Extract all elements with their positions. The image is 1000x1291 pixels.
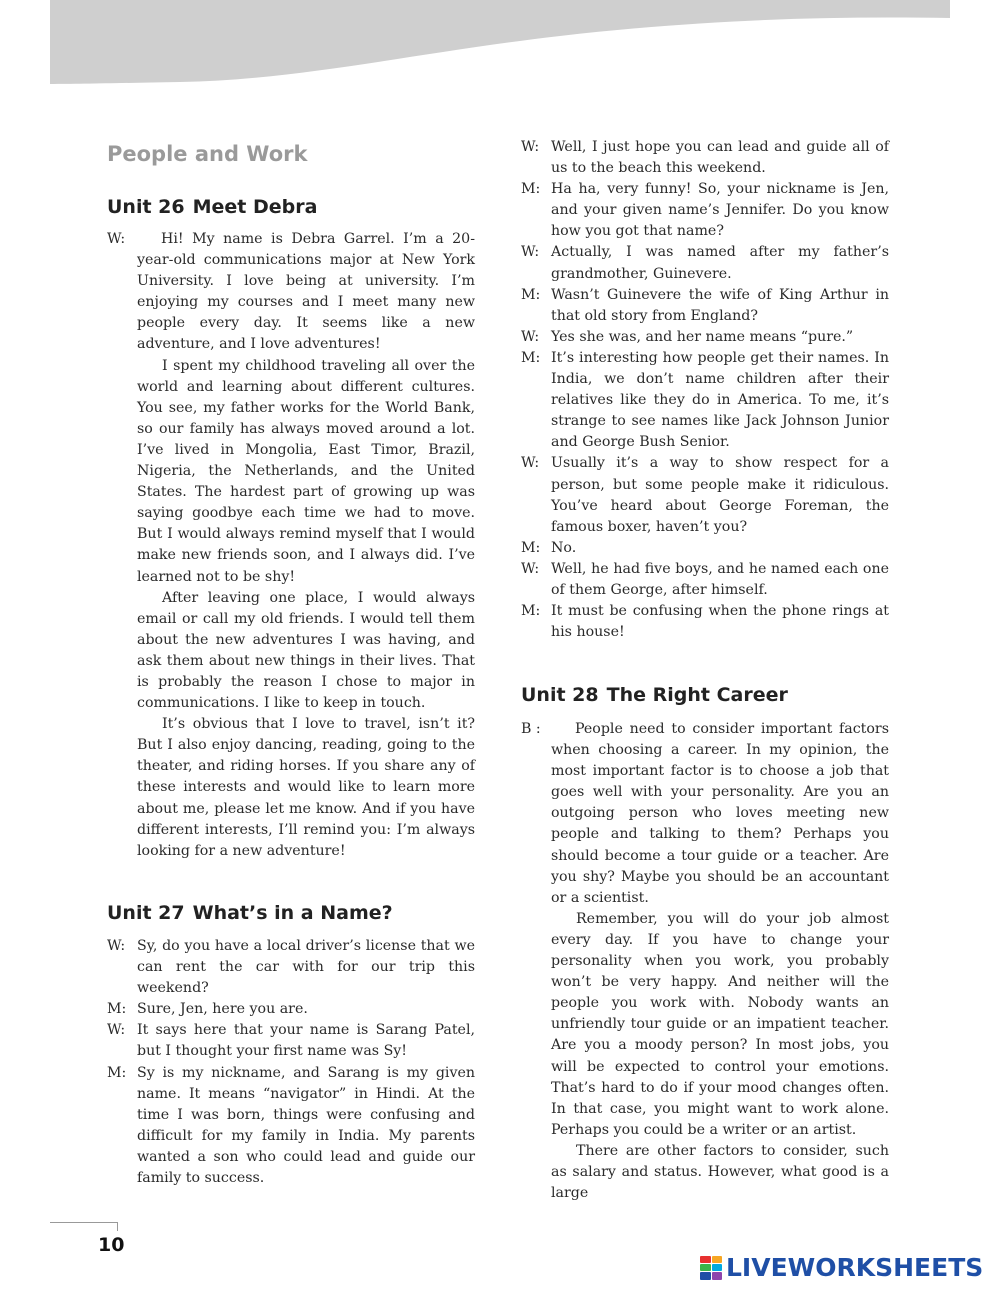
logo-block	[712, 1256, 723, 1263]
dialogue-line	[521, 179, 889, 242]
speaker-label: W:	[107, 1022, 126, 1039]
page-number: 10	[98, 1234, 125, 1256]
line-text: Yes she was, and her name means “pure.”	[551, 328, 854, 345]
brand-name: LIVEWORKSHEETS	[726, 1253, 984, 1282]
line-text: Sy, do you have a local driver’s license that we can rent the car with for our trip this weekend?	[137, 938, 475, 997]
unit-27-title	[107, 902, 393, 924]
brand-watermark	[700, 1253, 983, 1282]
line-text: Usually it’s a way to show respect for a person, but some people make it ridiculous. You’ve heard about George Foreman, the famous boxer, haven’t you?	[551, 455, 889, 535]
unit-26-name: Meet Debra	[192, 196, 318, 218]
unit-28-monologue	[521, 719, 889, 1202]
unit-26-number: Unit 26	[107, 196, 185, 218]
liveworksheets-logo-icon	[700, 1256, 722, 1280]
dialogue-line	[107, 229, 475, 862]
dialogue-line	[107, 999, 475, 1020]
speaker-label: M:	[521, 181, 541, 198]
dialogue-line	[521, 348, 889, 453]
logo-block	[700, 1264, 711, 1271]
logo-block	[712, 1272, 723, 1279]
speaker-label: W:	[521, 328, 540, 345]
speaker-label: B :	[521, 721, 541, 737]
speaker-label: W:	[521, 139, 540, 155]
paragraph: People need to consider important factors when choosing a career. In my opinion, the most important factor is to choose a job that goes well with your personality. Are you an outgoing person who loves meeting new people and talking to them? Perhaps you should become a tour guide or a teacher. Are you shy? Maybe you should be an accountant or a scientist.	[551, 721, 889, 906]
line-text: It must be confusing when the phone rings at his house!	[551, 603, 889, 641]
line-text: No.	[551, 539, 577, 556]
unit-28-number: Unit 28	[521, 684, 599, 706]
logo-block	[700, 1272, 711, 1279]
speaker-label: W:	[521, 560, 540, 577]
speaker-label: M:	[107, 1001, 127, 1018]
unit-27-name: What’s in a Name?	[192, 902, 393, 924]
line-text: Ha ha, very funny! So, your nickname is Jen, and your given name’s Jennifer. Do you know how you got that name?	[551, 181, 889, 240]
line-text: It says here that your name is Sarang Patel, but I thought your first name was Sy!	[137, 1022, 475, 1060]
dialogue-line	[521, 453, 889, 537]
speaker-label: M:	[521, 539, 541, 556]
unit-28-name: The Right Career	[606, 684, 788, 706]
paragraph: Hi! My name is Debra Garrel. I’m a 20-year-old communications major at New York University. I love being at university. I’m enjoying my courses and I meet many new people every day. It seems like a new adventure, and I love adventures!	[137, 231, 475, 353]
unit-27-dialogue-right	[521, 137, 889, 643]
dialogue-line	[521, 285, 889, 327]
logo-block	[700, 1256, 711, 1263]
speaker-label: M:	[521, 349, 541, 366]
section-title: People and Work	[107, 142, 308, 166]
paragraph: There are other factors to consider, such as salary and status. However, what good is a large	[551, 1142, 889, 1202]
dialogue-line	[521, 242, 889, 284]
line-text: Well, I just hope you can lead and guide all of us to the beach this weekend.	[551, 139, 889, 177]
paragraph: I spent my childhood traveling all over the world and learning about different cultures. You see, my father works for the World Bank, so our family has always moved around a lot. I’ve lived in Mongolia, East Timor, Brazil, Nigeria, the Netherlands, and the United States. The hardest part of growing up was saying goodbye each time we had to move. But I would always remind myself that I would make new friends soon, and I always did. I’ve learned not to be shy!	[137, 357, 475, 585]
dialogue-line	[521, 538, 889, 559]
speaker-label: M:	[521, 286, 541, 303]
unit-27-number: Unit 27	[107, 902, 185, 924]
paragraph: After leaving one place, I would always email or call my old friends. I would tell them about the new adventures I was having, and ask them about new things in their lives. That is probably the reason I chose to major in communications. I like to keep in touch.	[137, 589, 475, 712]
dialogue-line	[521, 137, 889, 179]
dialogue-line	[521, 327, 889, 348]
speaker-label: W:	[107, 938, 126, 954]
line-text: Wasn’t Guinevere the wife of King Arthur in that old story from England?	[551, 286, 889, 324]
dialogue-line	[521, 559, 889, 601]
line-text: Sy is my nickname, and Sarang is my given name. It means “navigator” in Hindi. At the time I was born, things were confusing and difficult for my family in India. My parents wanted a son who could lead and guide our family to success.	[137, 1064, 475, 1187]
speaker-label: W:	[521, 455, 540, 472]
unit-26-title	[107, 196, 317, 218]
speaker-label: M:	[107, 1064, 127, 1081]
line-text: Well, he had five boys, and he named each one of them George, after himself.	[551, 560, 889, 598]
dialogue-line	[107, 1020, 475, 1062]
logo-block	[712, 1264, 723, 1271]
dialogue-line	[521, 719, 889, 1204]
unit-28-title	[521, 684, 788, 706]
line-text: Sure, Jen, here you are.	[137, 1001, 308, 1018]
footer-tick	[117, 1222, 118, 1231]
paragraph: Remember, you will do your job almost every day. If you have to change your personality when you work, you probably won’t be very happy. And neither will the people you work with. Nobody wants an unfriendly tour guide or an impatient teacher. Are you a moody person? In most jobs, you will be expected to control your emotions. That’s hard to do if your mood changes often. In that case, you might want to work alone. Perhaps you could be a writer or an artist.	[551, 910, 889, 1138]
unit-26-dialogue	[107, 229, 475, 862]
dialogue-line	[521, 601, 889, 643]
speaker-label: W:	[107, 231, 126, 247]
speaker-label: W:	[521, 244, 540, 261]
unit-27-dialogue-left	[107, 936, 475, 1189]
line-text: Actually, I was named after my father’s grandmother, Guinevere.	[551, 244, 889, 282]
footer-rule	[50, 1222, 118, 1223]
dialogue-line	[107, 936, 475, 999]
line-text: It’s interesting how people get their names. In India, we don’t name children after their relatives like they do in America. To me, it’s strange to see names like Jack Johnson Junior and George Bush Senior.	[551, 349, 889, 451]
paragraph: It’s obvious that I love to travel, isn’t it? But I also enjoy dancing, reading, going to the theater, and riding horses. If you share any of these interests and would like to learn more about me, please let me know. And if you have different interests, I’ll remind you: I’m always looking for a new adventure!	[137, 716, 475, 859]
dialogue-line	[107, 1063, 475, 1190]
speaker-label: M:	[521, 603, 541, 620]
header-banner	[0, 0, 1000, 110]
